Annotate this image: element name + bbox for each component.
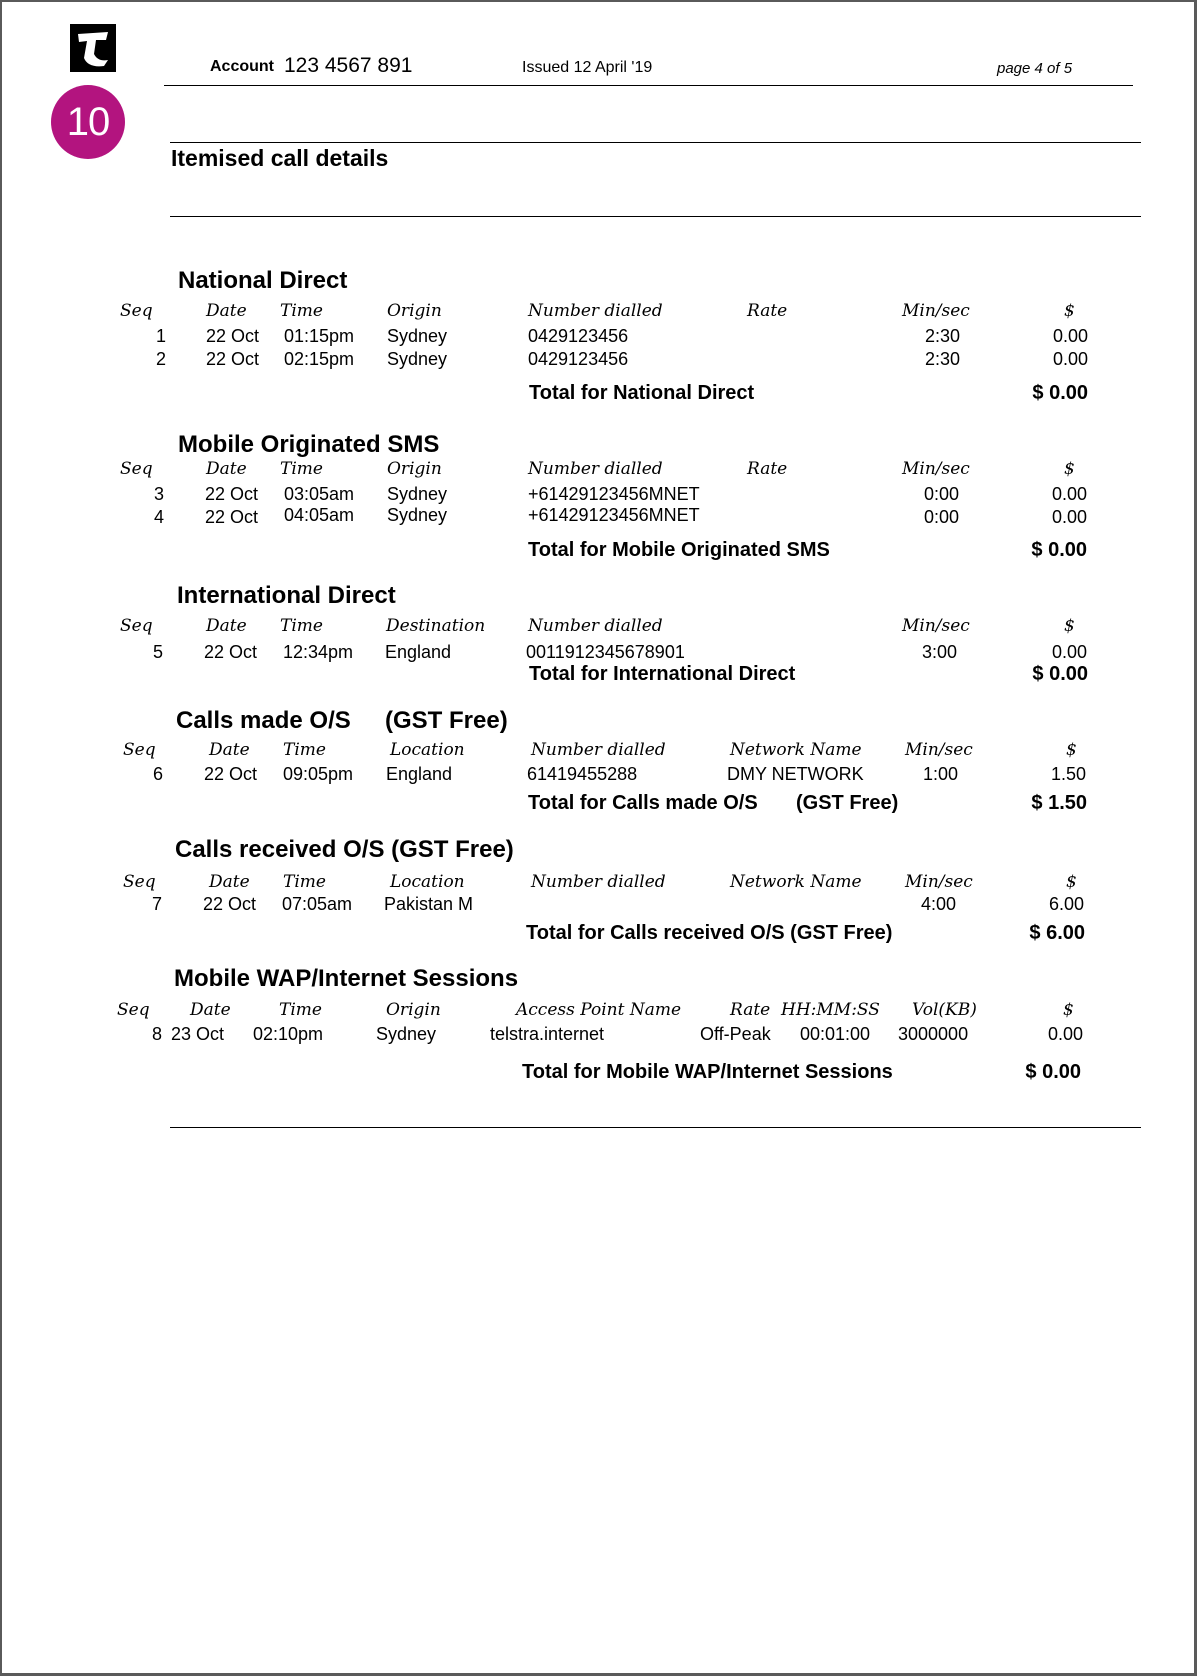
cell-amount: 0.00: [1052, 326, 1088, 346]
section-title-suffix: (GST Free): [385, 707, 508, 734]
col-header-number: Number dialled: [528, 616, 663, 636]
section-total-amount: $ 0.00: [1031, 539, 1087, 561]
cell-seq: 3: [153, 484, 164, 504]
section-total-amount: $ 0.00: [1032, 382, 1088, 404]
section-total-label: Total for Mobile Originated SMS: [528, 539, 830, 561]
col-header-number: Number dialled: [528, 459, 663, 479]
section-total-suffix: (GST Free): [796, 792, 899, 814]
col-header-duration: HH:MM:SS: [781, 1000, 880, 1020]
section-title: Mobile Originated SMS: [178, 431, 440, 458]
cell-minsec: 2:30: [924, 349, 960, 369]
cell-time: 02:15pm: [284, 349, 355, 369]
cell-origin: Sydney: [387, 349, 448, 369]
col-header-apn: Access Point Name: [516, 1000, 682, 1020]
col-header-seq: Seq: [120, 459, 153, 479]
col-header-amount: $: [1064, 459, 1075, 479]
cell-time: 03:05am: [284, 484, 355, 504]
cell-amount: 0.00: [1051, 507, 1087, 527]
cell-amount: 0.00: [1051, 642, 1087, 662]
cell-network: DMY NETWORK: [727, 764, 864, 784]
col-header-date: Date: [209, 872, 250, 892]
cell-rate: Off-Peak: [700, 1024, 771, 1044]
col-header-amount: $: [1066, 872, 1077, 892]
col-header-minsec: Min/sec: [902, 616, 970, 636]
cell-amount: 0.00: [1051, 484, 1087, 504]
col-header-date: Date: [209, 740, 250, 760]
col-header-amount: $: [1063, 1000, 1074, 1020]
col-header-date: Date: [206, 459, 247, 479]
cell-minsec: 0:00: [923, 507, 959, 527]
col-header-minsec: Min/sec: [905, 872, 973, 892]
cell-minsec: 0:00: [923, 484, 959, 504]
section-title: Calls received O/S (GST Free): [175, 836, 514, 863]
cell-seq: 2: [155, 349, 166, 369]
cell-volume: 3000000: [898, 1024, 969, 1044]
cell-origin: Sydney: [387, 505, 448, 525]
section-title: Calls made O/S: [176, 707, 351, 734]
col-header-minsec: Min/sec: [905, 740, 973, 760]
section-total-label: Total for Calls made O/S: [528, 792, 758, 814]
col-header-time: Time: [283, 872, 326, 892]
col-header-date: Date: [190, 1000, 231, 1020]
cell-seq: 1: [155, 326, 166, 346]
cell-amount: 6.00: [1048, 894, 1084, 914]
page-title: Itemised call details: [171, 145, 389, 171]
telstra-logo-icon: [70, 24, 116, 72]
cell-origin: Sydney: [387, 326, 448, 346]
col-header-number: Number dialled: [531, 740, 666, 760]
cell-date: 22 Oct: [205, 507, 259, 527]
cell-time: 09:05pm: [283, 764, 354, 784]
cell-destination: England: [385, 642, 452, 662]
col-header-minsec: Min/sec: [902, 459, 970, 479]
section-total-amount: $ 0.00: [1025, 1061, 1081, 1083]
cell-amount: 1.50: [1050, 764, 1086, 784]
col-header-time: Time: [280, 459, 323, 479]
cell-number: 0011912345678901: [526, 642, 685, 662]
col-header-amount: $: [1064, 616, 1075, 636]
cell-date: 22 Oct: [206, 349, 260, 369]
cell-time: 07:05am: [282, 894, 353, 914]
section-total-amount: $ 1.50: [1031, 792, 1087, 814]
cell-minsec: 2:30: [924, 326, 960, 346]
col-header-origin: Origin: [387, 301, 442, 321]
section-total-label: Total for International Direct: [529, 663, 796, 685]
col-header-seq: Seq: [120, 301, 153, 321]
cell-number: +61429123456MNET: [528, 484, 700, 504]
cell-number: 0429123456: [528, 326, 629, 346]
col-header-date: Date: [206, 301, 247, 321]
col-header-seq: Seq: [123, 872, 156, 892]
col-header-number: Number dialled: [528, 301, 663, 321]
cell-seq: 7: [151, 894, 162, 914]
cell-minsec: 4:00: [921, 894, 957, 914]
col-header-number: Number dialled: [531, 872, 666, 892]
cell-time: 01:15pm: [284, 326, 355, 346]
cell-number: 61419455288: [527, 764, 638, 784]
col-header-minsec: Min/sec: [902, 301, 970, 321]
col-header-rate: Rate: [730, 1000, 771, 1020]
page-number: page 4 of 5: [997, 60, 1073, 77]
col-header-location: Location: [390, 740, 465, 760]
title-top-rule: [170, 142, 1141, 143]
col-header-date: Date: [206, 616, 247, 636]
col-header-origin: Origin: [387, 459, 442, 479]
col-header-destination: Destination: [386, 616, 486, 636]
section-title: Mobile WAP/Internet Sessions: [174, 965, 519, 992]
col-header-rate: Rate: [747, 301, 788, 321]
cell-time: 12:34pm: [283, 642, 354, 662]
footer-rule: [170, 1127, 1141, 1128]
title-bottom-rule: [170, 216, 1141, 217]
section-total-label: Total for Calls received O/S (GST Free): [526, 922, 893, 944]
section-total-label: Total for National Direct: [529, 382, 755, 404]
account-label: Account: [210, 58, 274, 75]
col-header-time: Time: [280, 616, 323, 636]
col-header-rate: Rate: [747, 459, 788, 479]
col-header-origin: Origin: [386, 1000, 441, 1020]
col-header-seq: Seq: [117, 1000, 150, 1020]
col-header-network: Network Name: [730, 872, 862, 892]
account-number: 123 4567 891: [284, 54, 413, 77]
section-title: International Direct: [177, 582, 396, 609]
cell-date: 22 Oct: [204, 764, 258, 784]
col-header-amount: $: [1066, 740, 1077, 760]
cell-origin: Sydney: [387, 484, 448, 504]
cell-minsec: 1:00: [923, 764, 959, 784]
section-total-amount: $ 0.00: [1032, 663, 1088, 685]
cell-time: 04:05am: [284, 505, 355, 525]
cell-amount: 0.00: [1052, 349, 1088, 369]
cell-amount: 0.00: [1047, 1024, 1083, 1044]
cell-date: 22 Oct: [205, 484, 259, 504]
cell-date: 23 Oct: [171, 1024, 225, 1044]
cell-number: +61429123456MNET: [528, 505, 700, 525]
cell-apn: telstra.internet: [490, 1024, 605, 1044]
step-badge: 10: [51, 85, 125, 159]
col-header-time: Time: [279, 1000, 322, 1020]
col-header-seq: Seq: [123, 740, 156, 760]
cell-date: 22 Oct: [206, 326, 260, 346]
col-header-network: Network Name: [730, 740, 862, 760]
col-header-location: Location: [390, 872, 465, 892]
section-total-amount: $ 6.00: [1029, 922, 1085, 944]
cell-duration: 00:01:00: [800, 1024, 871, 1044]
cell-time: 02:10pm: [253, 1024, 324, 1044]
col-header-amount: $: [1064, 301, 1075, 321]
col-header-volume: Vol(KB): [912, 1000, 977, 1020]
issue-date: Issued 12 April '19: [522, 59, 653, 76]
cell-number: 0429123456: [528, 349, 629, 369]
col-header-time: Time: [280, 301, 323, 321]
cell-location: Pakistan M: [384, 894, 474, 914]
cell-minsec: 3:00: [921, 642, 957, 662]
col-header-time: Time: [283, 740, 326, 760]
cell-origin: Sydney: [376, 1024, 437, 1044]
cell-seq: 6: [152, 764, 163, 784]
cell-location: England: [386, 764, 453, 784]
cell-date: 22 Oct: [203, 894, 257, 914]
cell-seq: 5: [152, 642, 163, 662]
cell-seq: 4: [153, 507, 164, 527]
col-header-seq: Seq: [120, 616, 153, 636]
section-title: National Direct: [178, 267, 348, 294]
section-total-label: Total for Mobile WAP/Internet Sessions: [522, 1061, 893, 1083]
cell-seq: 8: [151, 1024, 162, 1044]
cell-date: 22 Oct: [204, 642, 258, 662]
header-rule: [164, 85, 1133, 86]
